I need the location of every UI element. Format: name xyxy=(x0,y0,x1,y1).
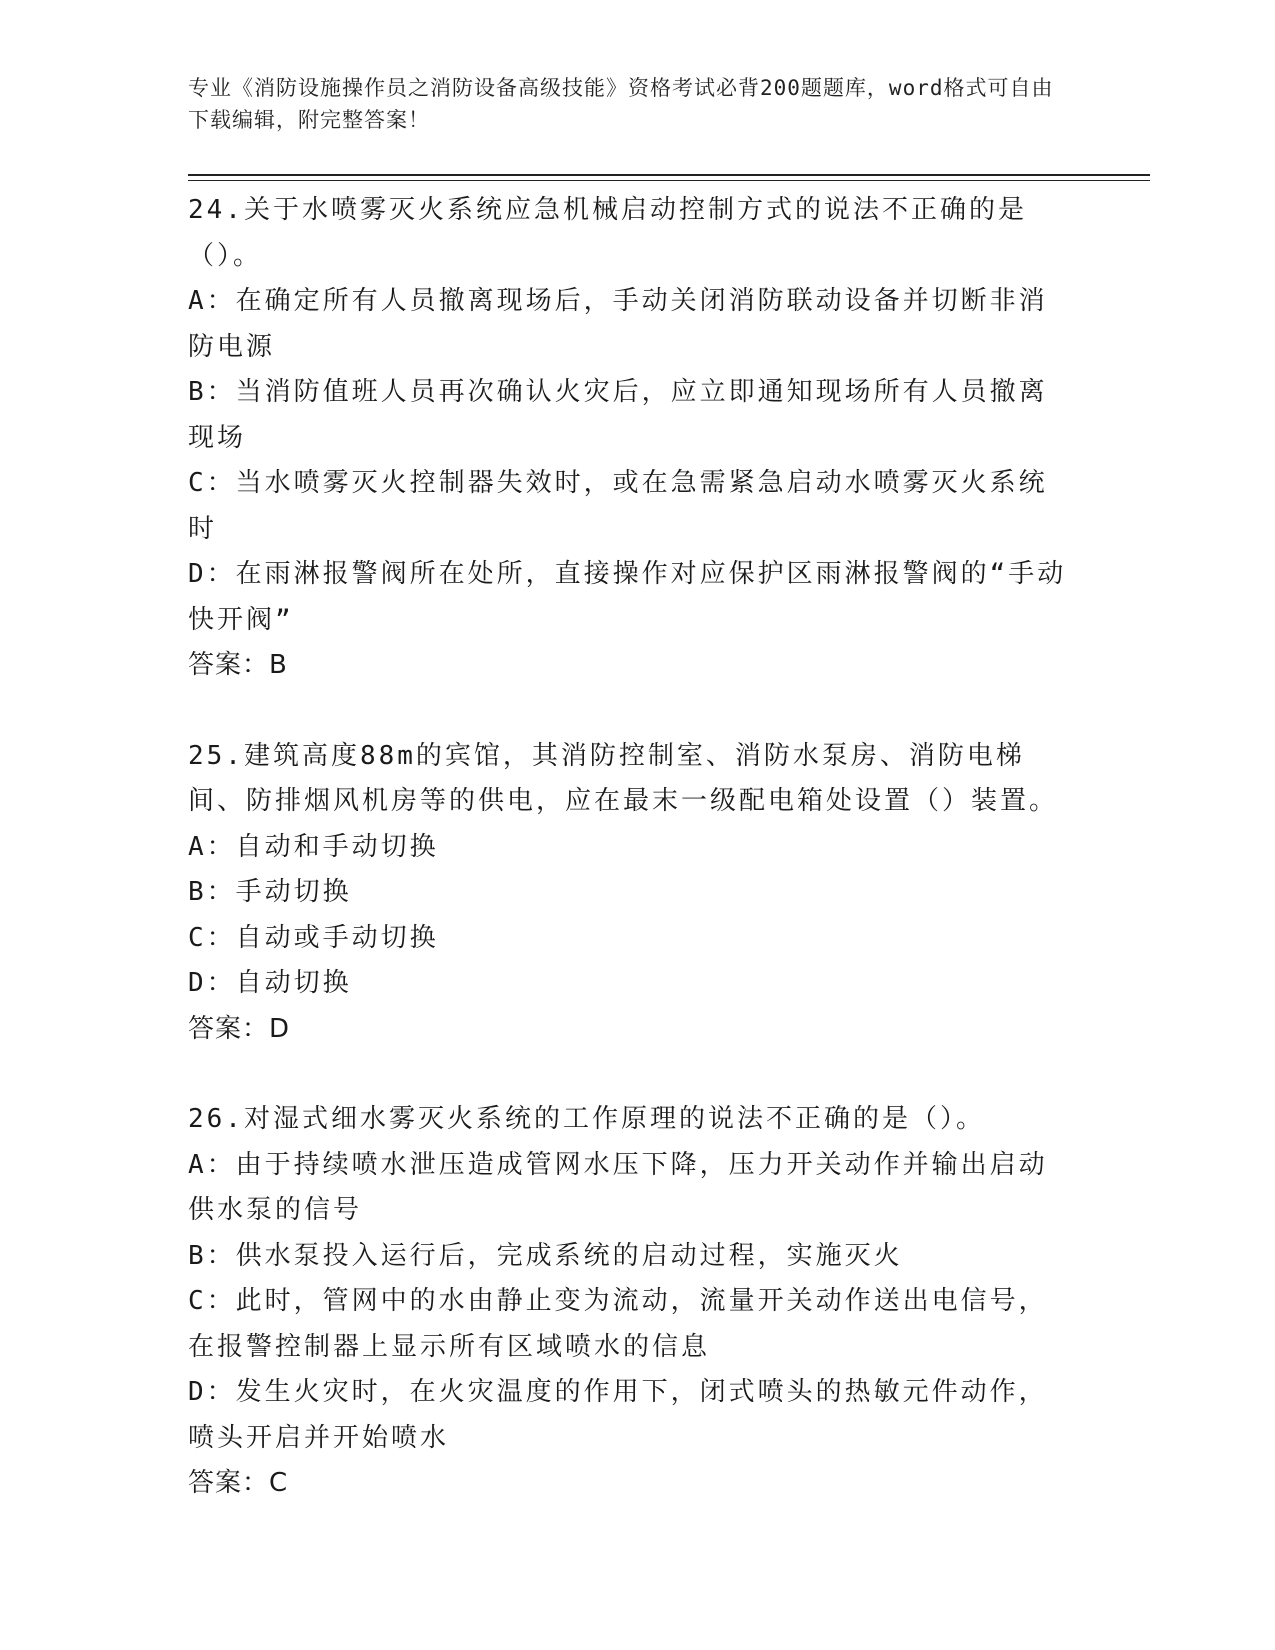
option-c: C：当水喷雾灭火控制器失效时，或在急需紧急启动水喷雾灭火系统时 xyxy=(188,468,1048,544)
question-list xyxy=(188,188,1068,1552)
answer: 答案：D xyxy=(188,1013,291,1044)
header-divider-thick xyxy=(188,174,1150,176)
option-a: A：在确定所有人员撤离现场后，手动关闭消防联动设备并切断非消防电源 xyxy=(188,286,1048,362)
option-b: B：供水泵投入运行后，完成系统的启动过程，实施灭火 xyxy=(188,1240,903,1271)
option-d: D：在雨淋报警阀所在处所，直接操作对应保护区雨淋报警阀的“手动快开阀” xyxy=(188,559,1067,635)
question-25 xyxy=(188,734,1068,1053)
question-26 xyxy=(188,1097,1068,1507)
document-header: 专业《消防设施操作员之消防设备高级技能》资格考试必背200题题库，word格式可自由下载编辑，附完整答案！ xyxy=(188,76,1054,132)
header-divider-thin xyxy=(188,180,1150,181)
question-stem: 26.对湿式细水雾灭火系统的工作原理的说法不正确的是（）。 xyxy=(188,1104,985,1134)
question-stem: 24.关于水喷雾灭火系统应急机械启动控制方式的说法不正确的是（）。 xyxy=(188,195,1027,271)
option-a: A：由于持续喷水泄压造成管网水压下降，压力开关动作并输出启动供水泵的信号 xyxy=(188,1149,1048,1225)
answer: 答案：C xyxy=(188,1468,289,1498)
answer: 答案：B xyxy=(188,650,288,680)
question-stem: 25.建筑高度88m的宾馆，其消防控制室、消防水泵房、消防电梯间、防排烟风机房等的供电，应在最末一级配电箱处设置（）装置。 xyxy=(188,740,1059,816)
option-b: B：当消防值班人员再次确认火灾后，应立即通知现场所有人员撤离现场 xyxy=(188,377,1048,453)
option-d: D：自动切换 xyxy=(188,968,352,998)
question-24 xyxy=(188,188,1068,689)
option-d: D：发生火灾时，在火灾温度的作用下，闭式喷头的热敏元件动作，喷头开启并开始喷水 xyxy=(188,1377,1048,1453)
option-a: A：自动和手动切换 xyxy=(188,831,439,862)
option-b: B：手动切换 xyxy=(188,877,352,907)
option-c: C：自动或手动切换 xyxy=(188,922,439,953)
option-c: C：此时，管网中的水由静止变为流动，流量开关动作送出电信号，在报警控制器上显示所有区域喷水的信息 xyxy=(188,1286,1048,1362)
